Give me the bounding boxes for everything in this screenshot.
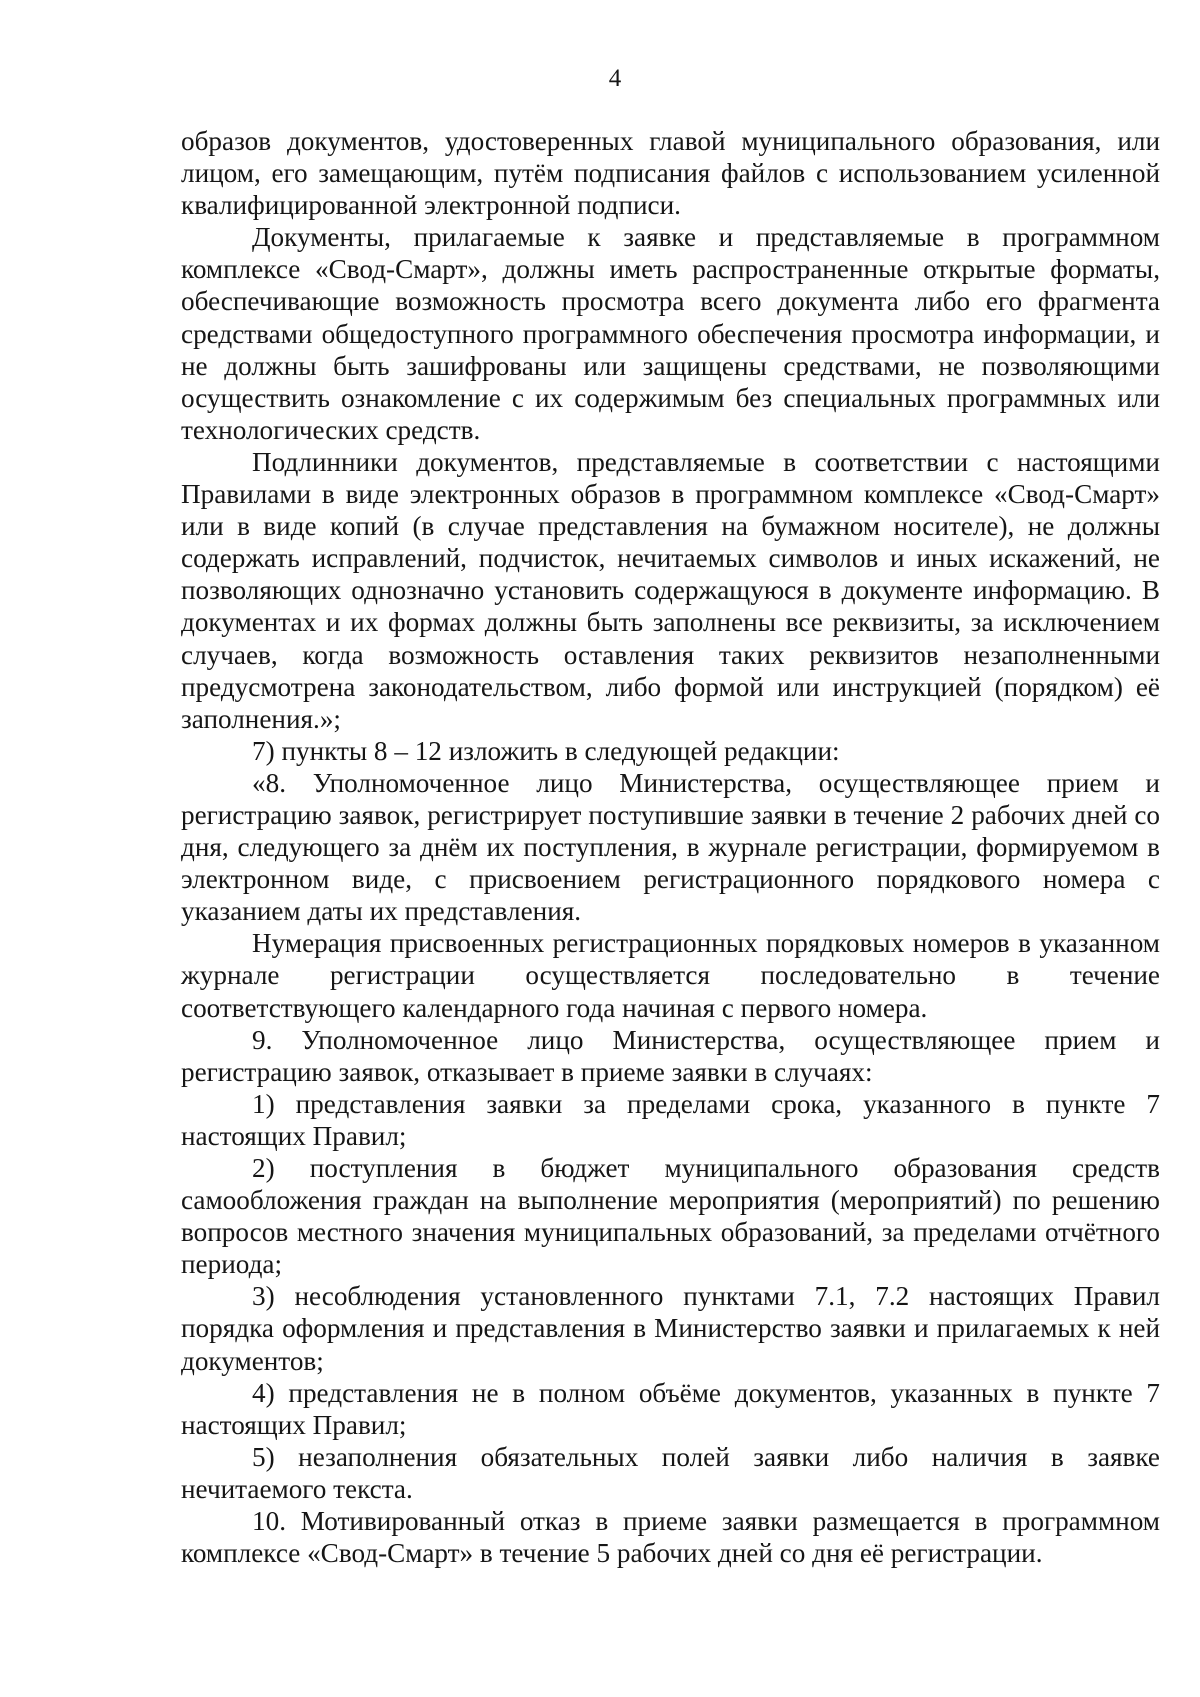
paragraph-refusal-case-2: 2) поступления в бюджет муниципального образования средств самообложения граждан на выполнение мероприятия (мероприятий) по решению вопросов местного значения муниципальных образований, за пределами отчётного периода; bbox=[181, 1153, 1160, 1280]
paragraph-refusal-case-5: 5) незаполнения обязательных полей заявки либо наличия в заявке нечитаемого текста. bbox=[181, 1441, 1160, 1504]
paragraph-continuation: образов документов, удостоверенных главой муниципального образования, или лицом, его замещающим, путём подписания файлов с использованием усиленной квалифицированной электронной подписи. bbox=[181, 126, 1160, 221]
page-number: 4 bbox=[608, 65, 622, 92]
paragraph-document-formats: Документы, прилагаемые к заявке и представляемые в программном комплексе «Свод-Смарт», должны иметь распространенные открытые форматы, обеспечивающие возможность просмотра всего документа либо его фрагмента средствами общедоступного программного обеспечения просмотра информации, и не должны быть зашифрованы или защищены средствами, не позволяющими осуществить ознакомление с их содержимым без специальных программных или технологических средств. bbox=[181, 222, 1160, 445]
paragraph-item-7: 7) пункты 8 – 12 изложить в следующей редакции: bbox=[252, 735, 840, 766]
paragraph-original-documents: Подлинники документов, представляемые в соответствии с настоящими Правилами в виде электронных образов в программном комплексе «Свод-Смарт» или в виде копий (в случае представления на бумажном носителе), не должны содержать исправлений, подчисток, нечитаемых символов и иных искажений, не позволяющих однозначно установить содержащуюся в документе информацию. В документах и их формах должны быть заполнены все реквизиты, за исключением случаев, когда возможность оставления таких реквизитов незаполненными предусмотрена законодательством, либо формой или инструкцией (порядком) её заполнения.»; bbox=[181, 446, 1160, 734]
document-body bbox=[181, 125, 1160, 1569]
paragraph-clause-9: 9. Уполномоченное лицо Министерства, осуществляющее прием и регистрацию заявок, отказывает в приеме заявки в случаях: bbox=[181, 1024, 1160, 1087]
paragraph-clause-10: 10. Мотивированный отказ в приеме заявки размещается в программном комплексе «Свод-Смарт» в течение 5 рабочих дней со дня её регистрации. bbox=[181, 1506, 1160, 1569]
paragraph-refusal-case-3: 3) несоблюдения установленного пунктами 7.1, 7.2 настоящих Правил порядка оформления и представления в Министерство заявки и прилагаемых к ней документов; bbox=[181, 1281, 1160, 1376]
paragraph-refusal-case-4: 4) представления не в полном объёме документов, указанных в пункте 7 настоящих Правил; bbox=[181, 1377, 1160, 1440]
paragraph-clause-8: «8. Уполномоченное лицо Министерства, осуществляющее прием и регистрацию заявок, регистрирует поступившие заявки в течение 2 рабочих дней со дня, следующего за днём их поступления, в журнале регистрации, формируемом в электронном виде, с присвоением регистрационного порядкового номера с указанием даты их представления. bbox=[181, 767, 1160, 927]
paragraph-numbering: Нумерация присвоенных регистрационных порядковых номеров в указанном журнале регистрации осуществляется последовательно в течение соответствующего календарного года начиная с первого номера. bbox=[181, 928, 1160, 1023]
paragraph-refusal-case-1: 1) представления заявки за пределами срока, указанного в пункте 7 настоящих Правил; bbox=[181, 1088, 1160, 1151]
